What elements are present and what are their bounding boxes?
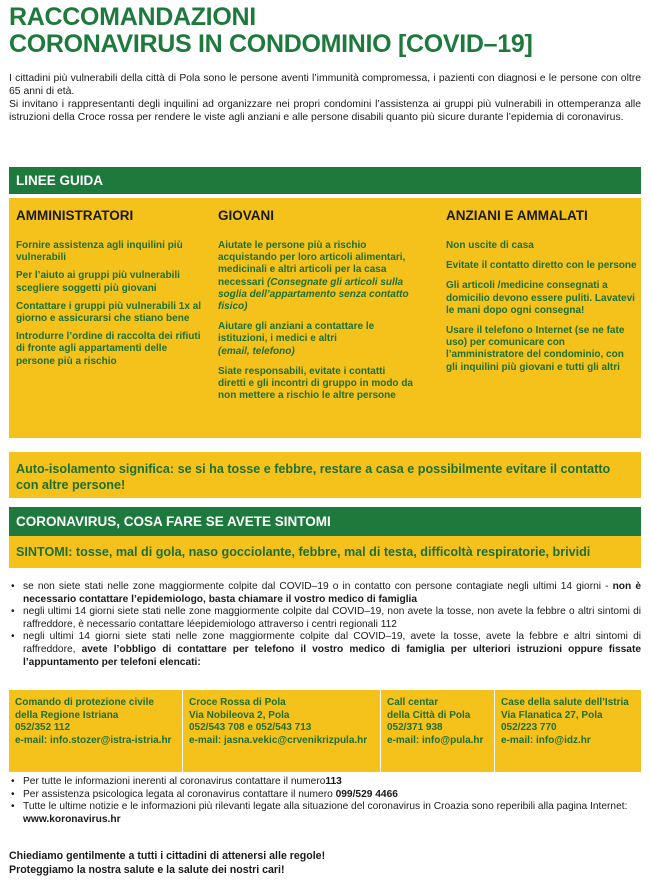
list-item: • Tutte le ultime notizie e le informazioni più rilevanti legate alla situazione del coronavirus in Croazia sono reperibili alla pagina Internet: www.koronavirus.hr — [9, 801, 641, 826]
list-item: • se non siete stati nelle zone maggiormente colpite dal COVID–19 o in contatto con persone contagiate negli ultimi 14 giorni - non è necessario contattare l’epidemiologo, basta chiamare il vostro medico di famiglia — [9, 581, 641, 606]
closing-text — [9, 849, 325, 877]
contacts-panel — [9, 690, 641, 772]
contact-red-cross: Croce Rossa di Pola Via Nobileova 2, Pola 052/543 708 e 052/543 713 e-mail: jasna.vekic@crvenikrizpula.hr — [183, 690, 381, 772]
list-item: Contattare i gruppi più vulnerabili 1x al giorno e assicurarsi che stiano bene — [16, 300, 202, 325]
list-item: Usare il telefono o Internet (se ne fate uso) per comunicare con l’amministratore del condominio, con gli inquilini più giovani e tutti gli altri — [446, 325, 625, 373]
closing-line-1: Chiediamo gentilmente a tutti i cittadini di attenersi alle regole! — [9, 850, 326, 862]
contact-health-house: Case della salute dell’Istria Via Flanatica 27, Pola 052/223 770 e-mail: info@idz.hr — [501, 697, 629, 746]
contact-call-center: Call centar della Città di Pola 052/371 938 e-mail: info@pula.hr — [381, 690, 495, 772]
symptoms-text: SINTOMI: tosse, mal di gola, naso gocciolante, febbre, mal di testa, difficoltà respiratorie, brividi — [16, 545, 591, 559]
list-item: Aiutate le persone più a rischio acquistando per loro articoli alimentari, medicinali e altri articoli per la casa necessari (Consegnate gli articoli sulla soglia dell’appartamento senza contatto fisico) — [218, 240, 409, 313]
contact-civil-protection: Comando di protezione civile della Regione Istriana 052/352 112 e-mail: info.stozer@istra-istria.hr — [9, 690, 183, 772]
guidelines-header — [9, 167, 641, 194]
instructions-list — [9, 581, 641, 669]
page-title — [9, 4, 533, 58]
info-list — [9, 776, 641, 826]
guidelines-heading: LINEE GUIDA — [16, 173, 104, 188]
title-line-1: RACCOMANDAZIONI — [9, 3, 256, 31]
intro-paragraph-2: Si invitano i rappresentanti degli inquilini ad organizzare nei propri condomini l’assistenza ai gruppi più vulnerabili in ottemperanza alle istruzioni della Croce rossa per rendere le viste agli anziani e alle persone disabili quanto più sicure durante l’epidemia di coronavirus. — [9, 99, 641, 123]
intro-text — [9, 72, 641, 124]
symptoms-header — [9, 507, 641, 536]
list-item: (email, telefono) — [218, 345, 295, 357]
list-item: • negli ultimi 14 giorni siete stati nelle zone maggiormente colpite dal COVID–19, avete la tosse, avete la febbre e altri sintomi di raffreddore, avete l’obbligo di contattare per telefono il vostro medico di famiglia per ulteriori istruzioni oppure fissate l’appuntamento per telefoni elencati: — [9, 631, 641, 669]
list-item: Aiutare gli anziani a contattare le istituzioni, i medici e altri — [218, 321, 375, 345]
list-item: Per l’aiuto ai gruppi più vulnerabili scegliere soggetti più giovani — [16, 270, 180, 294]
title-line-2: CORONAVIRUS IN CONDOMINIO [COVID–19] — [9, 30, 533, 58]
intro-paragraph-1: I cittadini più vulnerabili della città di Pola sono le persone aventi l’immunità compromessa, i pazienti con diagnosi e le persone con oltre 65 anni di età. — [9, 73, 641, 97]
list-item: • negli ultimi 14 giorni siete stati nelle zone maggiormente colpite dal COVID–19, non avete la tosse, non avete la febbre o altri sintomi di raffreddore, è necessario contattare léepidemiologo attraverso i centri regionali 112 — [9, 606, 641, 631]
list-item: Evitate il contatto diretto con le persone — [446, 260, 637, 272]
list-item: • Per assistenza psicologica legata al coronavirus contattare il numero 099/529 4466 — [9, 789, 641, 802]
closing-line-2: Proteggiamo la nostra salute e la salute dei nostri cari! — [9, 864, 285, 876]
column-heading-elderly: ANZIANI E AMMALATI — [446, 208, 588, 223]
list-item: Fornire assistenza agli inquilini più vulnerabili — [16, 240, 183, 264]
list-item: Gli articoli /medicine consegnati a domicilio devono essere puliti. Lavatevi le mani dopo ogni consegna! — [446, 280, 635, 316]
young-column — [218, 240, 414, 408]
list-item: Non uscite di casa — [446, 240, 534, 251]
column-heading-administrators: AMMINISTRATORI — [16, 208, 134, 223]
list-item: Siate responsabili, evitate i contatti diretti e gli incontri di gruppo in modo da non mettere a rischio le altre persone — [218, 365, 413, 402]
self-isolation-text: Auto-isolamento significa: se si ha tosse e febbre, restare a casa e possibilmente evitare il contatto con altre persone! — [16, 462, 611, 492]
symptoms-heading: CORONAVIRUS, COSA FARE SE AVETE SINTOMI — [16, 514, 331, 529]
list-item: Introdurre l’ordine di raccolta dei rifiuti di fronte agli appartamenti delle persone più a rischio — [16, 331, 201, 367]
list-item: • Per tutte le informazioni inerenti al coronavirus contattare il numero113 — [9, 776, 641, 789]
column-heading-young: GIOVANI — [218, 208, 275, 223]
elderly-column — [446, 240, 638, 380]
administrators-column — [16, 240, 206, 374]
